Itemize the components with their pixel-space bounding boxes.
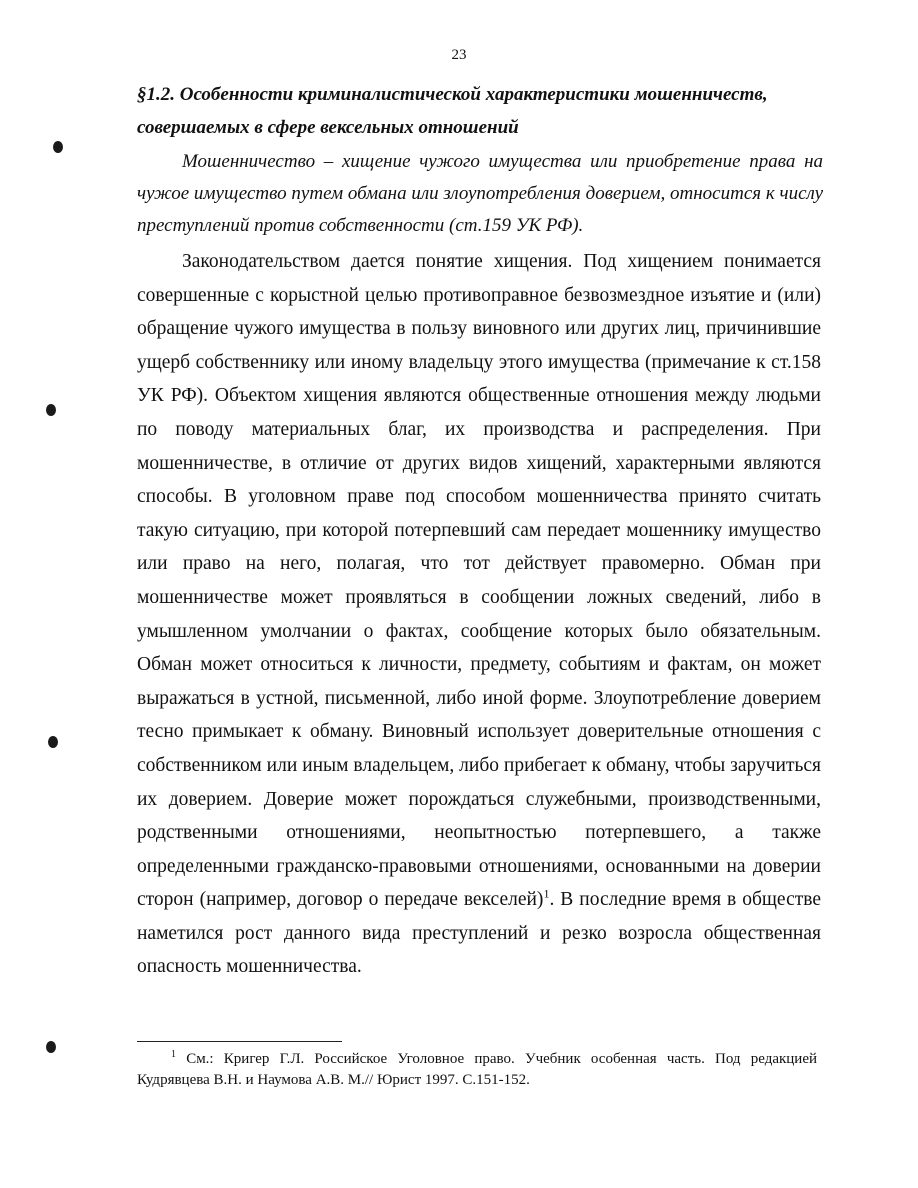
footnote-marker: 1 [171, 1049, 176, 1060]
body-paragraph [137, 245, 821, 984]
definition-paragraph: Мошенничество – хищение чужого имущества или приобретение права на чужое имущество путем обмана или злоупотребления доверием, относится к числу преступлений против собственности (ст.159 УК РФ). [137, 151, 823, 236]
punch-hole-mark [48, 736, 58, 748]
punch-hole-mark [46, 404, 56, 416]
punch-hole-mark [53, 141, 63, 153]
footnote [137, 1049, 817, 1091]
page-number: 23 [451, 47, 467, 63]
footnote-text: См.: Кригер Г.Л. Российское Уголовное право. Учебник особенная часть. Под редакцией Кудрявцева В.Н. и Наумова А.В. М.// Юрист 1997. С.151-152. [137, 1051, 818, 1088]
body-text-main: Законодательством дается понятие хищения. Под хищением понимается совершенные с корыстной целью противоправное безвозмездное изъятие и (или) обращение чужого имущества в пользу виновного или других лиц, причинившие ущерб собственнику или иному владельцу этого имущества (примечание к ст.158 УК РФ). Объектом хищения являются общественные отношения между людьми по поводу материальных благ, их производства и распределения. При мошенничестве, в отличие от других видов хищений, характерными являются способы. В уголовном праве под способом мошенничества принято считать такую ситуацию, при которой потерпевший сам передает мошеннику имущество или право на него, полагая, что тот действует правомерно. Обман при мошенничестве может проявляться в сообщении ложных сведений, либо в умышленном умолчании о фактах, сообщение которых было обязательным. Обман может относиться к личности, предмету, событиям и фактам, он может выражаться в устной, письменной, либо иной форме. Злоупотребление доверием тесно примыкает к обману. Виновный использует доверительные отношения с собственником или иным владельцем, либо прибегает к обману, чтобы заручиться их доверием. Доверие может порождаться служебными, производственными, родственными отношениями, неопытностью потерпевшего, а также определенными гражданско-правовыми отношениями, основанными на доверии сторон (например, договор о передаче векселей) [137, 251, 821, 911]
body-text-end: . В последние время в обществе наметился рост данного вида преступлений и резко возросла общественная опасность мошенничества. [137, 889, 822, 978]
punch-hole-mark [46, 1041, 56, 1053]
footnote-separator [137, 1041, 342, 1042]
footnote-reference: 1 [543, 886, 550, 901]
section-heading: §1.2. Особенности криминалистической характеристики мошенничеств, совершаемых в сфере вексельных отношений [137, 84, 768, 138]
